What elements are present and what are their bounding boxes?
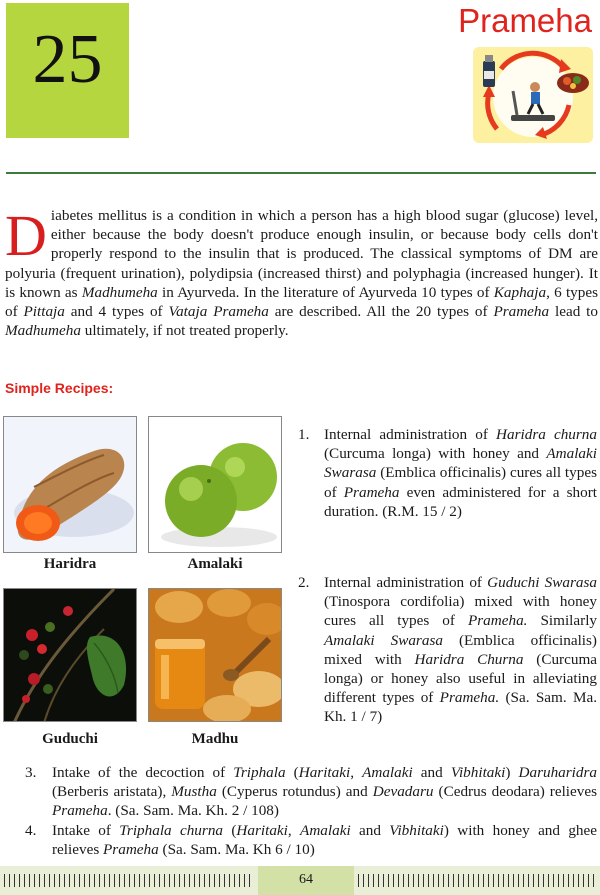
page-number: 64 xyxy=(299,872,313,887)
guduchi-photo xyxy=(3,588,137,722)
text-run: Intake of xyxy=(52,822,120,839)
italic-term: Amalaki Swarasa xyxy=(324,631,443,649)
italic-term: Haridra churna xyxy=(496,426,597,443)
text-run: lead to xyxy=(549,303,598,321)
recipe-2 xyxy=(298,573,597,727)
italic-term: Prameha xyxy=(343,483,400,501)
footer-ruler-left xyxy=(4,874,252,887)
text-run: even administered for a short duration. (R.M. 15 / 2) xyxy=(324,483,597,520)
italic-term: Prameha. xyxy=(439,689,500,707)
italic-term: Pittaja xyxy=(23,303,65,321)
text-run: Internal administration of xyxy=(324,426,497,443)
italic-term: Amalaki Swarasa xyxy=(324,445,597,482)
text-run: (Sa. Sam. Ma. Kh. 1 / 7) xyxy=(324,689,597,726)
text-run: ( xyxy=(223,822,237,839)
text-run: iabetes mellitus is a condition in which a person has a high blood sugar (glucose) level, either because the body doesn't produce enough insulin, or because body cells don't properly respond to the insulin that is produced. The classical symptoms of DM are polyuria (frequent urination), polydipsia (increased thirst) and polyphagia (increased hunger). It is known as xyxy=(5,207,598,301)
italic-term: Amalaki xyxy=(300,822,351,839)
text-run: ) xyxy=(505,764,519,781)
italic-term: Mustha xyxy=(171,783,217,801)
recipe-1 xyxy=(298,425,597,521)
recipe-number: 4. xyxy=(25,822,37,839)
text-run: (Cedrus deodara) relieves xyxy=(433,783,597,801)
recipe-4 xyxy=(25,821,597,859)
italic-term: Daruharidra xyxy=(518,764,597,781)
text-run: (Emblica officinalis) mixed with xyxy=(324,631,597,668)
guduchi-caption: Guduchi xyxy=(42,731,98,747)
recipe-text xyxy=(324,425,597,521)
dropcap: D xyxy=(5,203,47,268)
italic-term: Guduchi Swarasa xyxy=(487,574,597,591)
italic-term: Amalaki xyxy=(362,764,413,781)
recipe-3 xyxy=(25,763,597,821)
header-divider xyxy=(6,172,596,174)
text-run: , xyxy=(287,822,301,839)
text-run: ( xyxy=(285,764,299,781)
section-heading: Simple Recipes: xyxy=(5,380,114,396)
text-run: Similarly xyxy=(527,612,598,630)
italic-term: Vibhitaki xyxy=(450,764,506,781)
text-run: (Curcuma longa) with honey and xyxy=(324,445,547,463)
text-run: and xyxy=(350,822,390,839)
recipe-text xyxy=(52,821,597,859)
text-run: , 6 types of xyxy=(5,283,599,321)
text-run: (Sa. Sam. Ma. Kh 6 / 10) xyxy=(158,841,315,859)
madhu-caption: Madhu xyxy=(191,731,239,747)
recipe-text xyxy=(324,573,597,727)
italic-term: Triphala xyxy=(233,764,286,781)
text-run: and 4 types of xyxy=(64,303,169,321)
recipe-number: 3. xyxy=(25,764,37,781)
italic-term: Prameha xyxy=(493,303,550,321)
intro-paragraph xyxy=(5,203,599,340)
page-number-box xyxy=(258,866,354,895)
chapter-number-box xyxy=(6,3,129,138)
text-run: are described. All the 20 types of xyxy=(268,303,494,321)
italic-term: Haritaki xyxy=(298,764,351,781)
amalaki-caption: Amalaki xyxy=(187,556,243,572)
recipe-number: 2. xyxy=(298,574,310,591)
italic-term: Kaphaja xyxy=(493,283,547,301)
italic-term: Prameha. xyxy=(467,612,528,630)
recipe-number: 1. xyxy=(298,426,310,443)
italic-term: Vibhitaki xyxy=(389,822,444,839)
italic-term: Prameha xyxy=(52,802,108,820)
diabetes-cycle-illustration xyxy=(473,47,593,143)
italic-term: Haridra Churna xyxy=(414,650,524,668)
text-run: and xyxy=(412,764,451,781)
haridra-caption: Haridra xyxy=(43,556,97,572)
italic-term: Vataja Prameha xyxy=(168,303,269,321)
haridra-photo xyxy=(3,416,137,553)
text-run: Internal administration of xyxy=(324,574,488,591)
chapter-number: 25 xyxy=(32,21,103,98)
footer-ruler-right xyxy=(358,874,596,887)
text-run: (Emblica officinalis) cures all types of xyxy=(324,464,597,501)
italic-term: Prameha xyxy=(103,841,159,859)
text-run: (Berberis aristata), xyxy=(52,783,172,801)
italic-term: Madhumeha xyxy=(81,283,158,301)
amalaki-photo xyxy=(148,416,282,553)
chapter-title: Prameha xyxy=(458,2,592,39)
text-run: . (Sa. Sam. Ma. Kh. 2 / 108) xyxy=(107,802,279,820)
italic-term: Haritaki xyxy=(236,822,288,839)
recipe-text xyxy=(52,763,597,821)
madhu-photo xyxy=(148,588,282,722)
text-run: (Cyperus rotundus) and xyxy=(216,783,373,801)
italic-term: Triphala churna xyxy=(119,822,224,839)
page-footer xyxy=(0,866,600,895)
text-run: (Curcuma longa) or honey also useful in alleviating different types of xyxy=(324,650,597,707)
text-run: Intake of the decoction of xyxy=(52,764,234,781)
italic-term: Madhumeha xyxy=(5,322,81,340)
text-run: in Ayurveda. In the literature of Ayurveda 10 types of xyxy=(157,283,494,301)
text-run: , xyxy=(350,764,363,781)
intro-text xyxy=(5,203,599,340)
text-run: ultimately, if not treated properly. xyxy=(80,322,289,340)
italic-term: Devadaru xyxy=(372,783,434,801)
text-run: (Tinospora cordifolia) mixed with honey cures all types of xyxy=(324,593,597,630)
text-run: ) with honey and ghee relieves xyxy=(52,822,598,859)
